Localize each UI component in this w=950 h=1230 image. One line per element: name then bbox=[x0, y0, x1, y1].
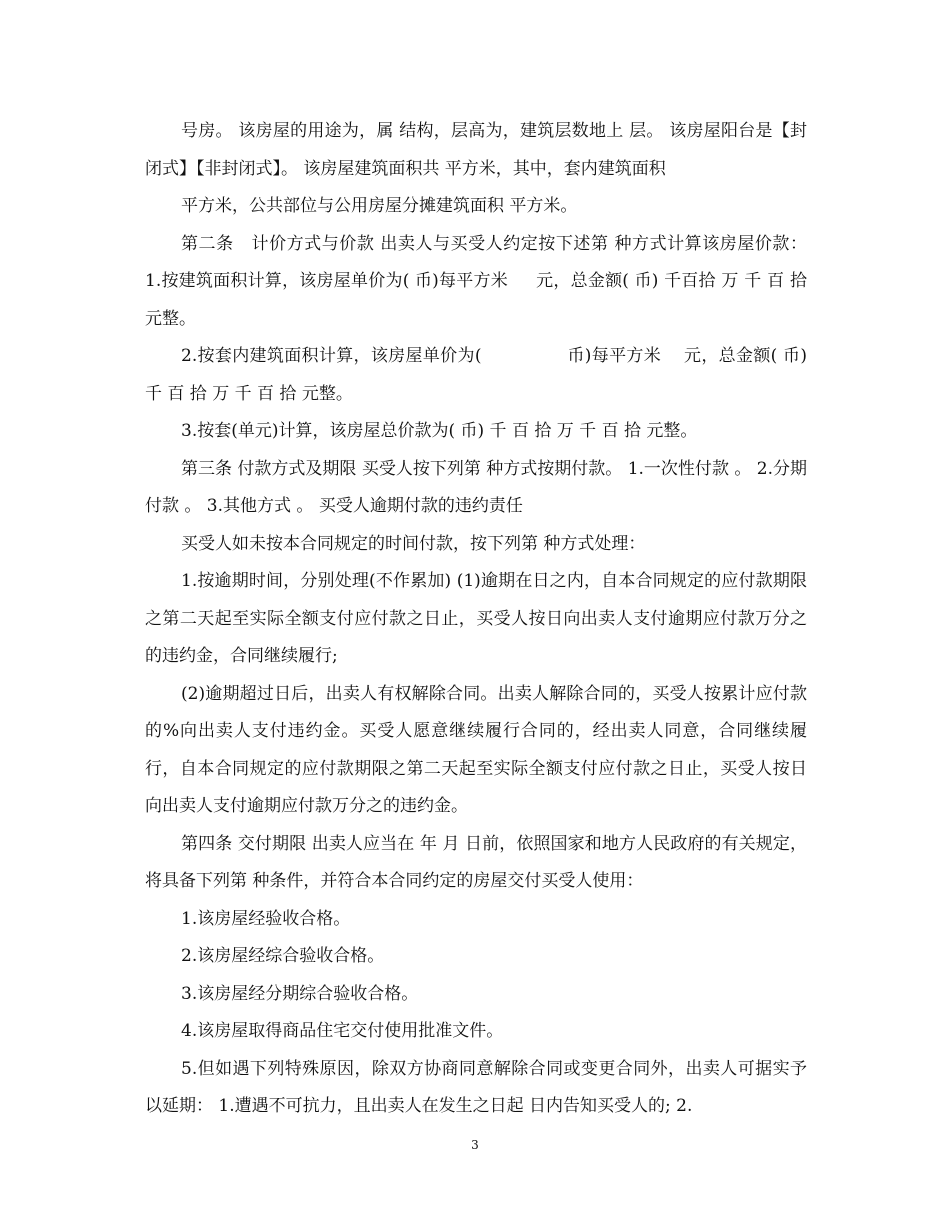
paragraph: 2.该房屋经综合验收合格。 bbox=[181, 946, 385, 966]
paragraph: 第三条 付款方式及期限 买受人按下列第 种方式按期付款。 1.一次性付款 。 2.分期付款 。 3.其他方式 。 买受人逾期付款的违约责任 bbox=[145, 458, 807, 516]
paragraph: (2)逾期超过日后，出卖人有权解除合同。出卖人解除合同的，买受人按累计应付款的%向出卖人支付违约金。买受人愿意继续履行合同的，经出卖人同意，合同继续履行，自本合同规定的应付款期限之第二天起至实际全额支付应付款之日止，买受人按日向出卖人支付逾期应付款万分之的违约金。 bbox=[145, 683, 807, 816]
paragraph: 第四条 交付期限 出卖人应当在 年 月 日前，依照国家和地方人民政府的有关规定，将具备下列第 种条件，并符合本合同约定的房屋交付买受人使用： bbox=[145, 833, 807, 891]
paragraph: 2.按套内建筑面积计算，该房屋单价为( 币)每平方米 元，总金额( 币) 千 百 拾 万 千 百 拾 元整。 bbox=[145, 346, 813, 404]
document-body bbox=[145, 113, 813, 1126]
paragraph: 平方米，公共部位与公用房屋分摊建筑面积 平方米。 bbox=[181, 196, 578, 216]
paragraph: 1.该房屋经验收合格。 bbox=[181, 908, 351, 929]
paragraph: 号房。 该房屋的用途为，属 结构，层高为，建筑层数地上 层。 该房屋阳台是【封闭式】【非封闭式】。 该房屋建筑面积共 平方米，其中，套内建筑面积 bbox=[145, 121, 807, 179]
paragraph: 3.按套(单元)计算，该房屋总价款为( 币) 千 百 拾 万 千 百 拾 元整。 bbox=[181, 421, 698, 441]
paragraph: 买受人如未按本合同规定的时间付款，按下列第 种方式处理： bbox=[181, 533, 646, 554]
paragraph: 第二条 计价方式与价款 出卖人与买受人约定按下述第 种方式计算该房屋价款： 1.按建筑面积计算，该房屋单价为( 币)每平方米 元，总金额( 币) 千百拾 万 千 百 拾 元整。 bbox=[145, 233, 813, 329]
paragraph: 5.但如遇下列特殊原因，除双方协商同意解除合同或变更合同外，出卖人可据实予以延期： 1.遭遇不可抗力，且出卖人在发生之日起 日内告知买受人的; 2. bbox=[145, 1058, 807, 1116]
paragraph: 4.该房屋取得商品住宅交付使用批准文件。 bbox=[181, 1021, 504, 1041]
paragraph: 1.按逾期时间，分别处理(不作累加) (1)逾期在日之内，自本合同规定的应付款期限之第二天起至实际全额支付应付款之日止，买受人按日向出卖人支付逾期应付款万分之 的违约金，合同继续履行; bbox=[145, 571, 813, 666]
page-number: 3 bbox=[471, 1138, 479, 1152]
paragraph: 3.该房屋经分期综合验收合格。 bbox=[181, 983, 419, 1004]
